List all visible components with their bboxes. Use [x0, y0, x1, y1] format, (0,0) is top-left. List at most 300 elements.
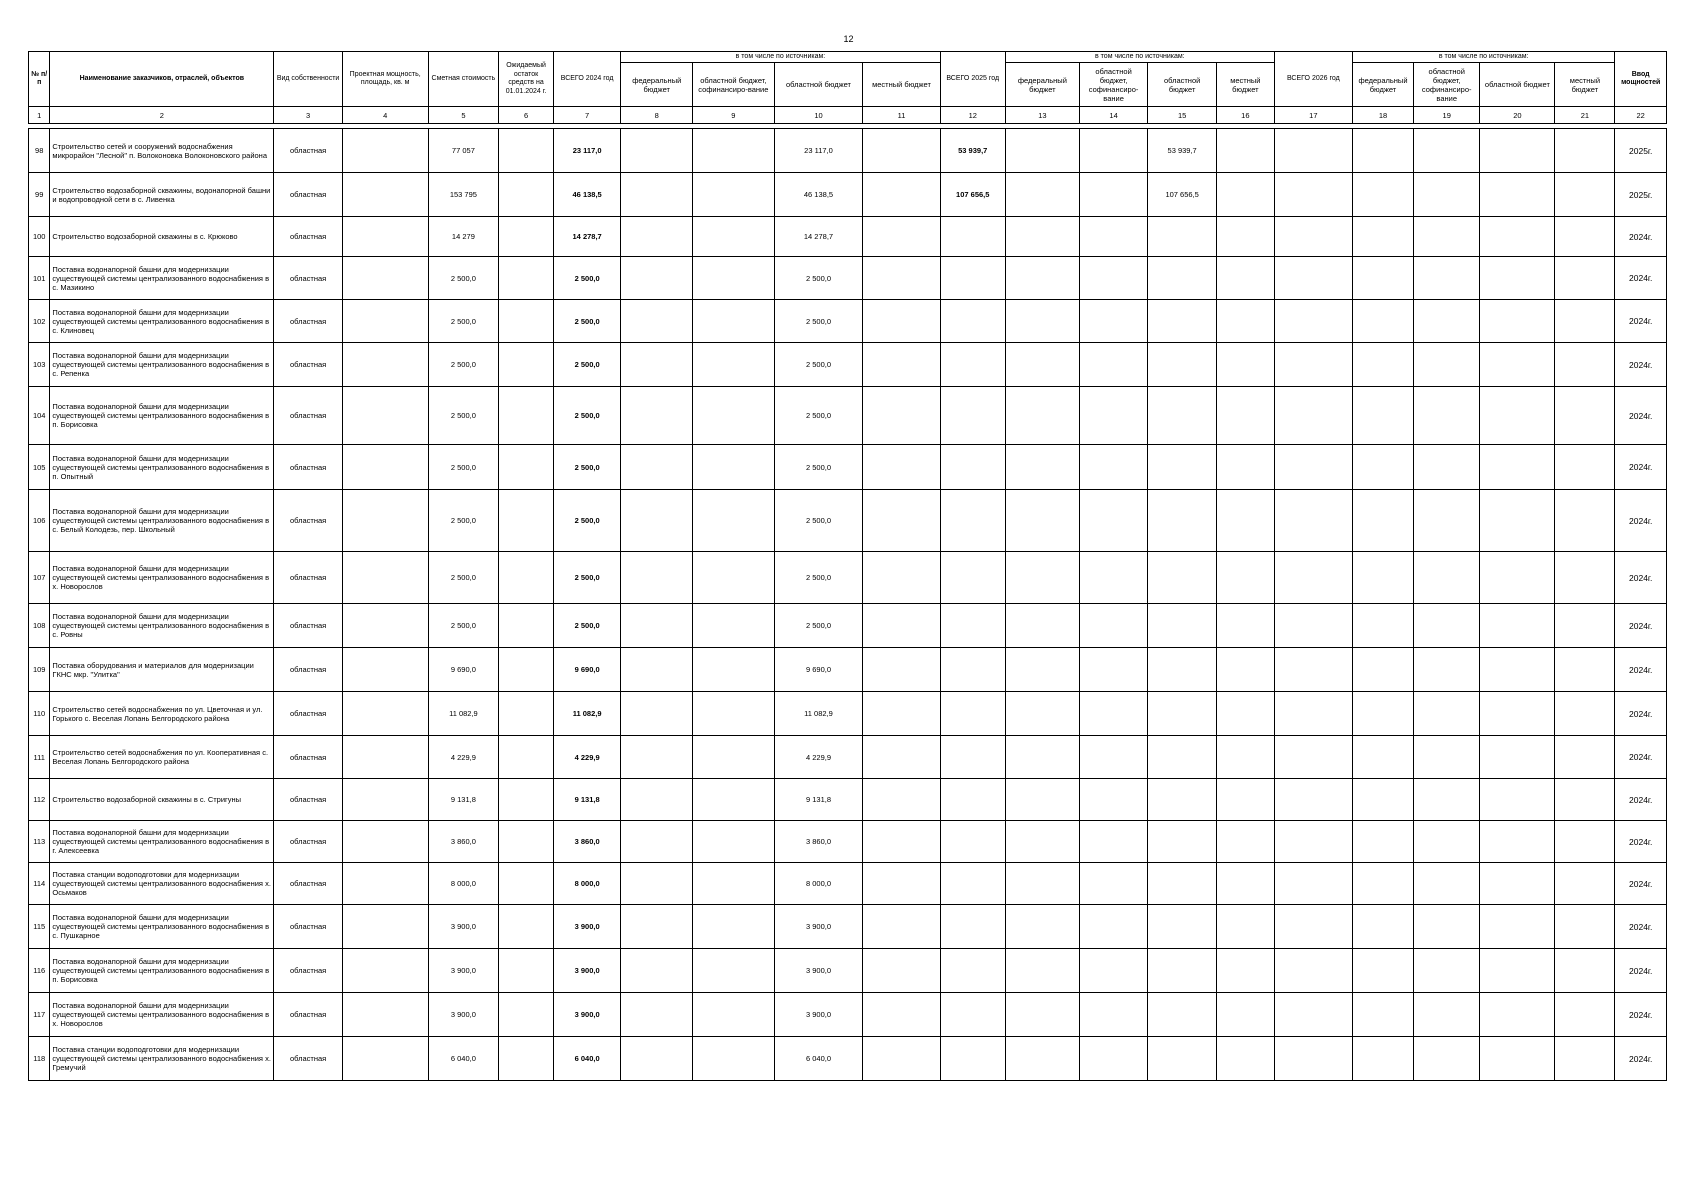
column-number: 7 — [553, 107, 620, 124]
federal-2025 — [1005, 129, 1079, 173]
cofin-2026 — [1414, 1037, 1480, 1081]
local-2026 — [1555, 490, 1615, 552]
table-row — [29, 692, 1667, 736]
total-2024: 2 500,0 — [553, 257, 620, 300]
row-number: 104 — [29, 387, 50, 445]
object-name: Поставка водонапорной башни для модернизации существующей системы централизованного водоснабжения в г. Алексеевка — [50, 821, 274, 863]
header-cofin-2024: областной бюджет, софинансиро-вание — [693, 63, 774, 107]
regional-2026 — [1480, 736, 1555, 779]
total-2024: 2 500,0 — [553, 445, 620, 490]
capacity-cell — [342, 821, 428, 863]
regional-2024: 8 000,0 — [774, 863, 863, 905]
commission-year: 2025г. — [1615, 173, 1667, 217]
total-2024: 3 860,0 — [553, 821, 620, 863]
total-2025 — [940, 648, 1005, 692]
remainder-cell — [499, 863, 554, 905]
remainder-cell — [499, 779, 554, 821]
local-2025 — [1216, 490, 1274, 552]
total-2025 — [940, 257, 1005, 300]
header-cofin-2025: областной бюджет, софинансиро-вание — [1079, 63, 1148, 107]
cofin-2025 — [1079, 736, 1148, 779]
federal-2026 — [1352, 490, 1413, 552]
regional-2025 — [1148, 604, 1217, 648]
federal-2026 — [1352, 217, 1413, 257]
column-number: 4 — [342, 107, 428, 124]
local-2026 — [1555, 779, 1615, 821]
regional-2025 — [1148, 387, 1217, 445]
regional-2026 — [1480, 604, 1555, 648]
ownership-type: областная — [274, 736, 343, 779]
ownership-type: областная — [274, 343, 343, 387]
cofin-2025 — [1079, 257, 1148, 300]
commission-year: 2024г. — [1615, 217, 1667, 257]
cofin-2024 — [693, 387, 774, 445]
local-2025 — [1216, 552, 1274, 604]
local-2024 — [863, 343, 940, 387]
estimated-cost: 153 795 — [428, 173, 499, 217]
object-name: Строительство водозаборной скважины в с. Стригуны — [50, 779, 274, 821]
column-number: 6 — [499, 107, 554, 124]
estimated-cost: 4 229,9 — [428, 736, 499, 779]
cofin-2024 — [693, 949, 774, 993]
commission-year: 2024г. — [1615, 779, 1667, 821]
estimated-cost: 3 900,0 — [428, 993, 499, 1037]
object-name: Поставка оборудования и материалов для модернизации ГКНС мкр. "Улитка" — [50, 648, 274, 692]
total-2024: 14 278,7 — [553, 217, 620, 257]
regional-2025 — [1148, 949, 1217, 993]
regional-2026 — [1480, 692, 1555, 736]
local-2024 — [863, 387, 940, 445]
ownership-type: областная — [274, 863, 343, 905]
federal-2024 — [621, 1037, 693, 1081]
total-2026 — [1274, 387, 1352, 445]
capacity-cell — [342, 343, 428, 387]
remainder-cell — [499, 217, 554, 257]
remainder-cell — [499, 387, 554, 445]
cofin-2025 — [1079, 692, 1148, 736]
total-2025 — [940, 387, 1005, 445]
cofin-2025 — [1079, 779, 1148, 821]
total-2026 — [1274, 1037, 1352, 1081]
commission-year: 2024г. — [1615, 692, 1667, 736]
capacity-cell — [342, 905, 428, 949]
federal-2026 — [1352, 129, 1413, 173]
capacity-cell — [342, 648, 428, 692]
cofin-2025 — [1079, 552, 1148, 604]
row-number: 105 — [29, 445, 50, 490]
capacity-cell — [342, 736, 428, 779]
local-2026 — [1555, 343, 1615, 387]
commission-year: 2024г. — [1615, 445, 1667, 490]
column-number: 16 — [1216, 107, 1274, 124]
local-2025 — [1216, 779, 1274, 821]
investment-table — [28, 51, 1667, 1081]
federal-2024 — [621, 779, 693, 821]
federal-2025 — [1005, 387, 1079, 445]
total-2024: 3 900,0 — [553, 905, 620, 949]
cofin-2026 — [1414, 779, 1480, 821]
local-2025 — [1216, 993, 1274, 1037]
cofin-2026 — [1414, 552, 1480, 604]
commission-year: 2024г. — [1615, 1037, 1667, 1081]
ownership-type: областная — [274, 821, 343, 863]
column-number: 19 — [1414, 107, 1480, 124]
header-remainder: Ожидаемый остаток средств на 01.01.2024 г. — [499, 52, 554, 107]
row-number: 103 — [29, 343, 50, 387]
federal-2024 — [621, 863, 693, 905]
cofin-2026 — [1414, 300, 1480, 343]
remainder-cell — [499, 692, 554, 736]
cofin-2026 — [1414, 905, 1480, 949]
total-2026 — [1274, 300, 1352, 343]
total-2024: 2 500,0 — [553, 490, 620, 552]
cofin-2026 — [1414, 821, 1480, 863]
regional-2024: 2 500,0 — [774, 387, 863, 445]
row-number: 108 — [29, 604, 50, 648]
estimated-cost: 14 279 — [428, 217, 499, 257]
capacity-cell — [342, 1037, 428, 1081]
object-name: Строительство водозаборной скважины, водонапорной башни и водопроводной сети в с. Ливенка — [50, 173, 274, 217]
federal-2025 — [1005, 604, 1079, 648]
object-name: Поставка водонапорной башни для модернизации существующей системы централизованного водоснабжения в с. Белый Колодезь, пер. Школьный — [50, 490, 274, 552]
total-2026 — [1274, 779, 1352, 821]
estimated-cost: 9 690,0 — [428, 648, 499, 692]
total-2025 — [940, 552, 1005, 604]
regional-2024: 2 500,0 — [774, 445, 863, 490]
row-number: 111 — [29, 736, 50, 779]
capacity-cell — [342, 604, 428, 648]
header-num: № п/п — [29, 52, 50, 107]
table-row — [29, 905, 1667, 949]
total-2025: 53 939,7 — [940, 129, 1005, 173]
local-2024 — [863, 217, 940, 257]
federal-2026 — [1352, 905, 1413, 949]
commission-year: 2024г. — [1615, 905, 1667, 949]
table-row — [29, 1037, 1667, 1081]
table-row — [29, 129, 1667, 173]
regional-2026 — [1480, 257, 1555, 300]
federal-2026 — [1352, 604, 1413, 648]
ownership-type: областная — [274, 949, 343, 993]
ownership-type: областная — [274, 217, 343, 257]
remainder-cell — [499, 949, 554, 993]
local-2026 — [1555, 949, 1615, 993]
estimated-cost: 2 500,0 — [428, 445, 499, 490]
total-2026 — [1274, 736, 1352, 779]
cofin-2024 — [693, 604, 774, 648]
remainder-cell — [499, 129, 554, 173]
object-name: Поставка станции водоподготовки для модернизации существующей системы централизованного водоснабжения х. Осьмаков — [50, 863, 274, 905]
commission-year: 2024г. — [1615, 648, 1667, 692]
federal-2025 — [1005, 993, 1079, 1037]
regional-2026 — [1480, 445, 1555, 490]
federal-2026 — [1352, 343, 1413, 387]
federal-2025 — [1005, 736, 1079, 779]
regional-2025 — [1148, 692, 1217, 736]
total-2025 — [940, 821, 1005, 863]
regional-2024: 11 082,9 — [774, 692, 863, 736]
total-2024: 6 040,0 — [553, 1037, 620, 1081]
regional-2024: 46 138,5 — [774, 173, 863, 217]
commission-year: 2024г. — [1615, 343, 1667, 387]
total-2024: 9 131,8 — [553, 779, 620, 821]
federal-2025 — [1005, 648, 1079, 692]
regional-2025 — [1148, 217, 1217, 257]
local-2024 — [863, 648, 940, 692]
capacity-cell — [342, 445, 428, 490]
regional-2024: 3 900,0 — [774, 905, 863, 949]
header-cofin-2026: областной бюджет, софинансиро-вание — [1414, 63, 1480, 107]
regional-2024: 3 860,0 — [774, 821, 863, 863]
regional-2026 — [1480, 1037, 1555, 1081]
header-local-2024: местный бюджет — [863, 63, 940, 107]
row-number: 115 — [29, 905, 50, 949]
table-row — [29, 648, 1667, 692]
local-2024 — [863, 129, 940, 173]
local-2024 — [863, 993, 940, 1037]
object-name: Строительство водозаборной скважины в с. Крюково — [50, 217, 274, 257]
regional-2026 — [1480, 490, 1555, 552]
total-2025 — [940, 905, 1005, 949]
federal-2024 — [621, 445, 693, 490]
cofin-2024 — [693, 552, 774, 604]
capacity-cell — [342, 300, 428, 343]
federal-2025 — [1005, 821, 1079, 863]
local-2025 — [1216, 300, 1274, 343]
local-2025 — [1216, 863, 1274, 905]
regional-2025 — [1148, 779, 1217, 821]
table-row — [29, 387, 1667, 445]
local-2025 — [1216, 129, 1274, 173]
remainder-cell — [499, 648, 554, 692]
cofin-2024 — [693, 1037, 774, 1081]
remainder-cell — [499, 490, 554, 552]
federal-2024 — [621, 993, 693, 1037]
object-name: Поставка водонапорной башни для модернизации существующей системы централизованного водоснабжения в п. Борисовка — [50, 387, 274, 445]
regional-2025 — [1148, 993, 1217, 1037]
total-2026 — [1274, 129, 1352, 173]
column-number: 2 — [50, 107, 274, 124]
remainder-cell — [499, 821, 554, 863]
local-2025 — [1216, 648, 1274, 692]
local-2025 — [1216, 821, 1274, 863]
local-2024 — [863, 779, 940, 821]
cofin-2024 — [693, 490, 774, 552]
commission-year: 2024г. — [1615, 736, 1667, 779]
federal-2024 — [621, 648, 693, 692]
regional-2025 — [1148, 736, 1217, 779]
header-capacity: Проектная мощность, площадь, кв. м — [342, 52, 428, 107]
commission-year: 2024г. — [1615, 604, 1667, 648]
table-row — [29, 779, 1667, 821]
row-number: 102 — [29, 300, 50, 343]
federal-2024 — [621, 217, 693, 257]
object-name: Строительство сетей водоснабжения по ул. Кооперативная с. Веселая Лопань Белгородского района — [50, 736, 274, 779]
federal-2026 — [1352, 300, 1413, 343]
total-2026 — [1274, 173, 1352, 217]
estimated-cost: 2 500,0 — [428, 300, 499, 343]
header-regional-2026: областной бюджет — [1480, 63, 1555, 107]
local-2025 — [1216, 692, 1274, 736]
federal-2025 — [1005, 257, 1079, 300]
column-number: 12 — [940, 107, 1005, 124]
capacity-cell — [342, 692, 428, 736]
regional-2026 — [1480, 300, 1555, 343]
federal-2024 — [621, 387, 693, 445]
local-2025 — [1216, 905, 1274, 949]
commission-year: 2024г. — [1615, 387, 1667, 445]
commission-year: 2024г. — [1615, 552, 1667, 604]
cofin-2024 — [693, 648, 774, 692]
table-row — [29, 343, 1667, 387]
table-row — [29, 490, 1667, 552]
ownership-type: областная — [274, 692, 343, 736]
header-federal-2026: федеральный бюджет — [1352, 63, 1413, 107]
federal-2025 — [1005, 779, 1079, 821]
estimated-cost: 6 040,0 — [428, 1037, 499, 1081]
total-2024: 8 000,0 — [553, 863, 620, 905]
total-2024: 9 690,0 — [553, 648, 620, 692]
regional-2025 — [1148, 821, 1217, 863]
ownership-type: областная — [274, 300, 343, 343]
row-number: 99 — [29, 173, 50, 217]
federal-2024 — [621, 173, 693, 217]
regional-2026 — [1480, 905, 1555, 949]
local-2025 — [1216, 445, 1274, 490]
total-2026 — [1274, 343, 1352, 387]
capacity-cell — [342, 129, 428, 173]
local-2026 — [1555, 905, 1615, 949]
regional-2025: 53 939,7 — [1148, 129, 1217, 173]
federal-2026 — [1352, 949, 1413, 993]
regional-2024: 3 900,0 — [774, 949, 863, 993]
cofin-2026 — [1414, 648, 1480, 692]
column-number: 14 — [1079, 107, 1148, 124]
cofin-2024 — [693, 300, 774, 343]
total-2024: 2 500,0 — [553, 552, 620, 604]
federal-2024 — [621, 604, 693, 648]
federal-2024 — [621, 257, 693, 300]
cofin-2025 — [1079, 604, 1148, 648]
row-number: 118 — [29, 1037, 50, 1081]
federal-2026 — [1352, 821, 1413, 863]
total-2026 — [1274, 648, 1352, 692]
estimated-cost: 3 900,0 — [428, 949, 499, 993]
cofin-2025 — [1079, 648, 1148, 692]
column-number: 20 — [1480, 107, 1555, 124]
federal-2026 — [1352, 736, 1413, 779]
object-name: Поставка водонапорной башни для модернизации существующей системы централизованного водоснабжения в с. Пушкарное — [50, 905, 274, 949]
local-2026 — [1555, 821, 1615, 863]
local-2024 — [863, 692, 940, 736]
federal-2024 — [621, 343, 693, 387]
total-2024: 2 500,0 — [553, 387, 620, 445]
cofin-2024 — [693, 445, 774, 490]
row-number: 117 — [29, 993, 50, 1037]
federal-2024 — [621, 905, 693, 949]
table-row — [29, 300, 1667, 343]
local-2026 — [1555, 1037, 1615, 1081]
total-2025 — [940, 993, 1005, 1037]
estimated-cost: 2 500,0 — [428, 604, 499, 648]
regional-2024: 9 690,0 — [774, 648, 863, 692]
column-number: 1 — [29, 107, 50, 124]
local-2026 — [1555, 173, 1615, 217]
local-2026 — [1555, 257, 1615, 300]
remainder-cell — [499, 173, 554, 217]
capacity-cell — [342, 257, 428, 300]
object-name: Поставка водонапорной башни для модернизации существующей системы централизованного водоснабжения в п. Опытный — [50, 445, 274, 490]
regional-2026 — [1480, 863, 1555, 905]
total-2026 — [1274, 949, 1352, 993]
remainder-cell — [499, 445, 554, 490]
total-2025 — [940, 863, 1005, 905]
federal-2024 — [621, 490, 693, 552]
total-2024: 3 900,0 — [553, 949, 620, 993]
capacity-cell — [342, 173, 428, 217]
remainder-cell — [499, 736, 554, 779]
row-number: 100 — [29, 217, 50, 257]
header-regional-2025: областной бюджет — [1148, 63, 1217, 107]
total-2024: 4 229,9 — [553, 736, 620, 779]
table-row — [29, 604, 1667, 648]
capacity-cell — [342, 387, 428, 445]
object-name: Поставка водонапорной башни для модернизации существующей системы централизованного водоснабжения в п. Борисовка — [50, 949, 274, 993]
row-number: 106 — [29, 490, 50, 552]
row-number: 107 — [29, 552, 50, 604]
local-2024 — [863, 905, 940, 949]
header-sources-2026: в том числе по источникам: — [1352, 52, 1614, 63]
regional-2025 — [1148, 552, 1217, 604]
estimated-cost: 2 500,0 — [428, 552, 499, 604]
federal-2025 — [1005, 692, 1079, 736]
cofin-2025 — [1079, 863, 1148, 905]
cofin-2025 — [1079, 387, 1148, 445]
cofin-2026 — [1414, 387, 1480, 445]
federal-2026 — [1352, 445, 1413, 490]
total-2026 — [1274, 552, 1352, 604]
federal-2025 — [1005, 863, 1079, 905]
regional-2024: 2 500,0 — [774, 552, 863, 604]
header-local-2026: местный бюджет — [1555, 63, 1615, 107]
federal-2026 — [1352, 387, 1413, 445]
ownership-type: областная — [274, 129, 343, 173]
regional-2025 — [1148, 1037, 1217, 1081]
regional-2026 — [1480, 648, 1555, 692]
local-2026 — [1555, 387, 1615, 445]
total-2026 — [1274, 905, 1352, 949]
federal-2026 — [1352, 552, 1413, 604]
local-2026 — [1555, 604, 1615, 648]
estimated-cost: 2 500,0 — [428, 257, 499, 300]
local-2026 — [1555, 445, 1615, 490]
remainder-cell — [499, 300, 554, 343]
local-2026 — [1555, 692, 1615, 736]
total-2025 — [940, 736, 1005, 779]
total-2024: 23 117,0 — [553, 129, 620, 173]
remainder-cell — [499, 604, 554, 648]
commission-year: 2024г. — [1615, 490, 1667, 552]
federal-2024 — [621, 949, 693, 993]
local-2025 — [1216, 1037, 1274, 1081]
remainder-cell — [499, 257, 554, 300]
total-2025 — [940, 300, 1005, 343]
total-2024: 2 500,0 — [553, 300, 620, 343]
table-row — [29, 445, 1667, 490]
object-name: Поставка водонапорной башни для модернизации существующей системы централизованного водоснабжения в с. Клиновец — [50, 300, 274, 343]
local-2024 — [863, 604, 940, 648]
local-2026 — [1555, 863, 1615, 905]
